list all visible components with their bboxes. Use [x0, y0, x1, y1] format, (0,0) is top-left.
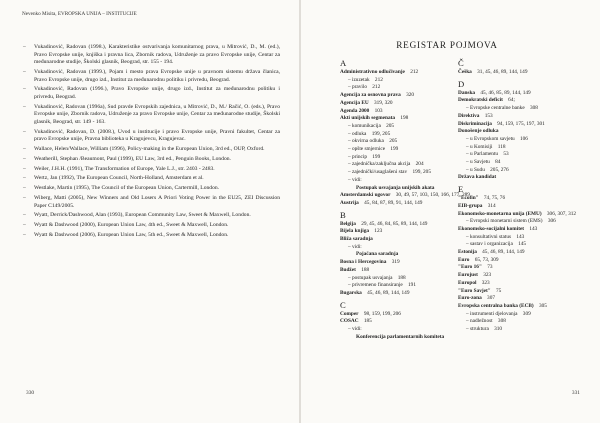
- reference-item: – Vukadinović, Radovan (1999.), Pojam i mesto prava Evropske unije u pravnom sistemu država članica, Pravo Evropske unije, drugo izd., Institut za međunarodnu politiku i privredu, Beograd.: [34, 69, 280, 84]
- index-term: – postupak usvajanja: [348, 274, 393, 281]
- index-entry: [458, 249, 578, 257]
- index-term: – nadležnost: [466, 318, 493, 325]
- index-term: "Euro 16": [458, 264, 482, 271]
- index-entry: [458, 195, 578, 203]
- index-term: – u Savjetu: [466, 159, 490, 166]
- index-pages: 205: [389, 138, 398, 145]
- index-pages: 65, 73, 309: [474, 256, 499, 263]
- index-term: Pojačana saradnja: [356, 251, 399, 258]
- index-pages: 199: [372, 153, 381, 160]
- index-subentry: [458, 144, 578, 152]
- index-entry: [458, 280, 578, 288]
- index-pages: 212: [374, 76, 383, 83]
- index-pages: 212: [372, 84, 381, 91]
- bibliography-list: [34, 44, 280, 242]
- index-subentry: [458, 159, 578, 167]
- reference-item: – Westlake, Martin (1995), The Council of the European Union, Cartermill, London.: [34, 185, 280, 193]
- index-term: Donošenje odluka: [458, 128, 499, 135]
- index-title: REGISTAR POJMOVA: [396, 40, 498, 50]
- index-pages: 188: [361, 266, 370, 273]
- index-pages: 74, 75, 76: [483, 195, 506, 202]
- index-pages: 118: [497, 143, 506, 150]
- index-entry: [458, 121, 578, 129]
- index-subentry: [458, 241, 578, 249]
- index-term: Europol: [458, 279, 477, 286]
- index-subentry: [458, 105, 578, 113]
- index-entry: [458, 97, 578, 105]
- index-pages: 199: [390, 146, 399, 153]
- index-letter-heading: A: [340, 58, 347, 68]
- index-term: Administrativno odlučivanje: [340, 69, 405, 75]
- reference-item: – Wertz, Jan (1992), The European Council, North-Holland, Amsterdam et al.: [34, 175, 280, 183]
- index-term: – struktura: [466, 326, 489, 333]
- index-term: – komunikacija: [348, 122, 381, 129]
- index-term: Ekonomsko-monetarna unija (EMU): [458, 210, 542, 217]
- index-term: Comper: [340, 310, 359, 317]
- index-term: Češka: [458, 69, 472, 75]
- index-entry: [458, 90, 578, 98]
- index-term: Budžet: [340, 266, 356, 273]
- index-term: – konsultativni status: [466, 233, 512, 240]
- index-term: Estonija: [458, 249, 477, 256]
- index-pages: 31, 45, 46, 89, 144, 149: [477, 69, 528, 75]
- reference-item: – Wyatt & Dashwood (2000), European Union Law, 4th ed., Sweet & Maxwell, London.: [34, 222, 280, 230]
- running-head: Nevenko Misita, EVROPSKA UNIJA – INSTITUCIJE: [22, 11, 137, 17]
- index-term: – vidi:: [348, 326, 362, 333]
- index-pages: 45, 46, 89, 144, 149: [367, 289, 410, 296]
- index-term: Država kandidat: [458, 174, 497, 181]
- index-term: – zajednički/usaglašeni stav: [348, 169, 408, 176]
- index-subentry: [458, 234, 578, 242]
- index-term: Direktiva: [458, 112, 480, 119]
- index-pages: 306: [547, 218, 556, 225]
- reference-item: – Wyatt & Dashwood (2006), European Union Law, 5th ed., Sweet & Maxwell, London.: [34, 232, 280, 240]
- index-pages: 308: [529, 105, 538, 112]
- index-term: "Euro Savjet": [458, 287, 491, 294]
- index-term: – u Sudu: [466, 166, 485, 173]
- index-term: Agencija EU: [340, 99, 369, 106]
- index-pages: 143: [529, 225, 538, 232]
- index-pages: 310: [494, 326, 503, 333]
- index-term: Amsterdamski ugovor: [340, 192, 391, 199]
- index-entry: [458, 203, 578, 211]
- reference-item: – Vukadinović, Radovan, D. (2008.), Uvod u institucije i pravo Evropske unije, Pravni fakultet, Centar za pravo Evropske unije, Pravna biblioteka u Kragujevcu, Kragujevac.: [34, 129, 280, 144]
- index-pages: 323: [481, 279, 490, 286]
- index-term: – privremeno finansiranje: [348, 282, 403, 289]
- index-term: Bijela knjiga: [340, 228, 369, 235]
- index-term: Danska: [458, 89, 476, 96]
- index-term: "Ecofin": [458, 195, 479, 202]
- index-pages: 198: [400, 115, 409, 122]
- index-term: – sastav i organizacija: [466, 241, 513, 248]
- reference-item: – Vukadinović, Radovan (1996.), Pravo Evropske unije, drugo izd., Institut za međunarodnu politiku i privredu, Beograd.: [34, 86, 280, 101]
- index-subentry: [458, 167, 578, 175]
- index-entry: [458, 226, 578, 234]
- index-pages: 30, 49, 57, 103, 150, 166, 177, 289: [395, 192, 470, 199]
- index-pages: 45, 46, 89, 144, 149: [482, 249, 525, 256]
- index-pages: 199, 205: [412, 169, 431, 176]
- index-term: – Evropske centralne banke: [466, 105, 525, 112]
- index-term: – zajednička/zaključna akcija: [348, 161, 411, 168]
- index-pages: 319: [391, 259, 400, 266]
- index-pages: 123: [374, 228, 383, 235]
- index-subentry: [458, 136, 578, 144]
- index-entry: [458, 303, 578, 311]
- index-column-b: [458, 56, 578, 334]
- index-term: – okvirna odluka: [348, 138, 384, 145]
- page-number-right: 331: [571, 390, 580, 396]
- index-pages: 153: [484, 112, 493, 119]
- reference-item: – Weatherill, Stephan /Beaumont, Paul (1999), EU Law, 3rd ed., Penguin Books, London.: [34, 156, 280, 164]
- index-entry: [458, 113, 578, 121]
- index-term: Ekonomsko-socijalni komitet: [458, 225, 525, 232]
- index-term: Bliža saradnja: [340, 236, 373, 243]
- reference-item: – Vukadinović, Radovan (1998.), Karakteristike ostvarivanja komunitarnog prava, u Mitrović, D., M. (ed.), Pravo Evropske unije, knjiška i pravna lica, Zbornik radova, Udruženje za pravo Evropske unije, Centar za međunarodne studije, Školski glasnik, Beograd, str. 155 - 194.: [34, 44, 280, 67]
- index-term: Konferencija parlamentarnih komiteta: [356, 333, 445, 340]
- index-pages: 45, 46, 85, 89, 144, 149: [480, 89, 531, 96]
- index-term: – pravilo: [348, 84, 367, 91]
- index-term: Euro: [458, 256, 470, 263]
- index-term: – izuzetak: [348, 76, 370, 83]
- index-entry: [458, 174, 578, 182]
- index-pages: 212: [410, 69, 419, 75]
- index-letter-heading: E: [458, 184, 464, 195]
- index-pages: 94, 159, 175, 197, 301: [497, 120, 545, 127]
- index-pages: 98, 159, 199, 206: [363, 310, 401, 317]
- index-subentry: [340, 334, 480, 342]
- index-term: Demokratski deficit: [458, 97, 503, 104]
- index-pages: 106: [520, 135, 528, 142]
- index-pages: 84: [495, 159, 501, 166]
- index-pages: 73: [487, 264, 493, 271]
- index-term: COSAC: [340, 318, 359, 325]
- reference-item: – Weiler, J.H.H. (1991), The Transformation of Europe, Yale L.J., str. 2403 - 2483.: [34, 166, 280, 174]
- index-term: – vidi:: [348, 243, 362, 250]
- index-term: – u Evropskom savjetu: [466, 135, 515, 142]
- index-term: Belgija: [340, 220, 356, 227]
- reference-item: – Vukadinović, Radovan (1996a), Sud pravde Evropskih zajednica, u Mitrović, D., M./ Račić, O. (eds.), Pravo Evropske unije, Zbornik radova, Udruženje za pravo Evropske unije, Centar za međunarodne studije, Školski glasnik, Beograd, str. 149 - 163.: [34, 104, 280, 127]
- index-term: Bosna i Hercegovina: [340, 259, 387, 266]
- index-term: Bugarska: [340, 289, 362, 296]
- right-page: [300, 0, 600, 423]
- index-pages: 305: [539, 302, 547, 309]
- index-pages: 319, 320: [374, 99, 393, 106]
- index-subentry: [458, 311, 578, 319]
- index-term: Akti unijskih segmenata: [340, 115, 396, 122]
- index-pages: 45, 84, 87, 89, 91, 144, 149: [364, 199, 423, 206]
- index-pages: 103: [374, 107, 383, 114]
- reference-item: – Wiberg, Matti (2005), New Winners and Old Losers A Priori Voting Power in the EU25, ZEI Discussion Paper C149/2005.: [34, 195, 280, 210]
- index-pages: 29, 45, 46, 84, 85, 89, 144, 149: [361, 220, 428, 227]
- index-pages: 53: [503, 151, 509, 158]
- index-term: EIB-grupa: [458, 202, 483, 209]
- index-pages: 205: [386, 122, 395, 129]
- index-pages: 308: [497, 318, 506, 325]
- index-subentry: [458, 326, 578, 334]
- index-letter-heading: D: [458, 78, 465, 89]
- index-entry: [458, 272, 578, 280]
- index-term: – instrumenti djelovanja: [466, 310, 518, 317]
- index-letter-heading: B: [340, 209, 346, 220]
- index-entry: [458, 295, 578, 303]
- index-pages: 75: [496, 287, 502, 294]
- reference-item: – Wallace, Helen/Wallace, William (1996), Policy-making in the European Union, 3rd ed., OUP, Oxford.: [34, 146, 280, 154]
- index-term: – odluka: [348, 130, 367, 137]
- index-subentry: [458, 218, 578, 226]
- index-term: Agenda 2000: [340, 107, 370, 114]
- index-term: Diskriminacija: [458, 120, 492, 127]
- index-entry: [458, 257, 578, 265]
- index-pages: 314: [487, 202, 496, 209]
- index-pages: 323: [483, 272, 492, 279]
- index-term: Postupak usvajanja unijskih akata: [356, 184, 435, 191]
- index-pages: 199, 205: [371, 130, 391, 137]
- index-term: – princip: [348, 153, 367, 160]
- index-term: – Evropski monetarni sistem (EMS): [466, 218, 543, 225]
- index-pages: 309: [522, 310, 531, 317]
- index-entry: [458, 69, 578, 77]
- index-term: – u Parlamentu: [466, 151, 499, 158]
- index-pages: 191: [408, 282, 416, 289]
- index-letter-heading: Č: [458, 58, 464, 68]
- index-pages: 205, 276: [490, 166, 509, 173]
- index-pages: 307: [487, 295, 495, 302]
- reference-item: – Wyatt, Derrick/Dashwood, Alan (1993), European Community Law, Sweet & Maxwell, London.: [34, 212, 280, 220]
- index-entry: [458, 128, 578, 136]
- index-term: – vidi:: [348, 176, 362, 183]
- index-pages: 320: [406, 92, 415, 99]
- index-pages: 145: [518, 241, 527, 248]
- index-pages: 204: [415, 161, 424, 168]
- index-entry: [458, 288, 578, 296]
- index-pages: 143: [516, 233, 525, 240]
- index-term: Evropska centralna banka (ECB): [458, 302, 534, 309]
- index-pages: 64;: [508, 97, 515, 104]
- index-entry: [458, 264, 578, 272]
- index-pages: 185: [363, 318, 372, 325]
- index-term: Agencija za osnovna prava: [340, 92, 401, 99]
- page-number-left: 330: [26, 390, 35, 396]
- index-pages: 306, 307, 312: [546, 210, 577, 217]
- index-term: – u Komisiji: [466, 143, 493, 150]
- index-pages: 188: [397, 274, 406, 281]
- index-letter-heading: C: [340, 299, 346, 310]
- index-subentry: [458, 151, 578, 159]
- index-subentry: [458, 318, 578, 326]
- index-term: Eurojust: [458, 272, 478, 279]
- index-term: Euro-zona: [458, 295, 482, 302]
- index-term: – opšte smjernice: [348, 146, 386, 153]
- index-term: Austrija: [340, 199, 359, 206]
